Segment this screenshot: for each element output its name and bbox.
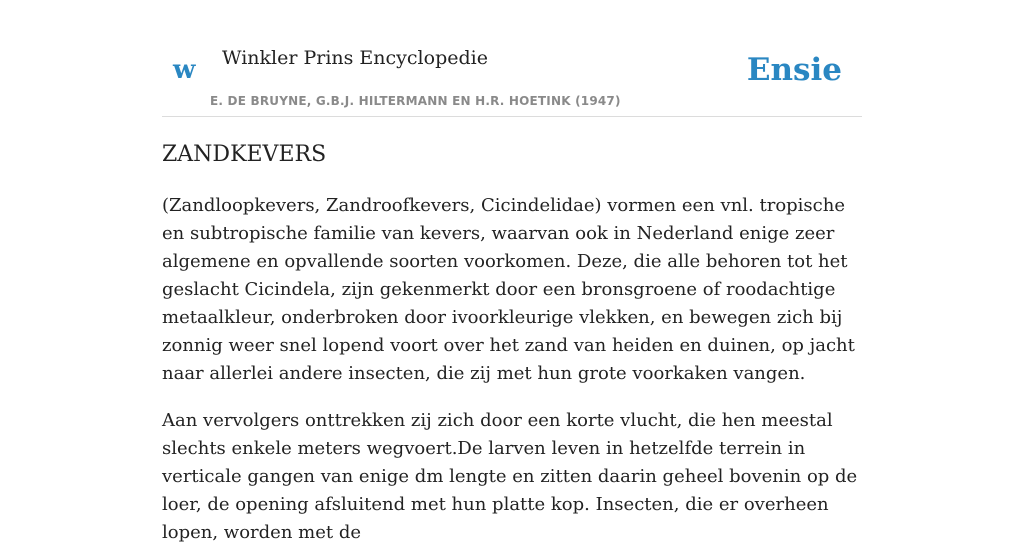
- article-title: ZANDKEVERS: [162, 142, 327, 167]
- book-title-link[interactable]: Winkler Prins Encyclopedie: [222, 47, 488, 69]
- article-paragraph: (Zandloopkevers, Zandroofkevers, Cicindelidae) vormen een vnl. tropische en subtropische familie van kevers, waarvan ook in Nederland enige zeer algemene en opvallende soorten voorkomen. Deze, die alle behoren tot het geslacht Cicindela, zijn gekenmerkt door een bronsgroene of roodachtige metaalkleur, onderbroken door ivoorkleurige vlekken, en bewegen zich bij zonnig weer snel lopend voort over het zand van heiden en duinen, op jacht naar allerlei andere insecten, die zij met hun grote voorkaken vangen.: [162, 195, 855, 384]
- ensie-logo-link[interactable]: Ensie: [746, 52, 842, 88]
- article: [162, 140, 862, 547]
- article-paragraph: Aan vervolgers onttrekken zij zich door een korte vlucht, die hen meestal slechts enkele meters wegvoert.De larven leven in hetzelfde terrein in verticale gangen van enige dm lengte en zitten daarin geheel bovenin op de loer, de opening afsluitend met hun platte kop. Insecten, die er overheen lopen, worden met de: [162, 410, 858, 543]
- site-header: [162, 0, 862, 117]
- book-authors: E. DE BRUYNE, G.B.J. HILTERMANN EN H.R. HOETINK (1947): [210, 94, 621, 108]
- book-logo-icon[interactable]: w: [173, 55, 196, 85]
